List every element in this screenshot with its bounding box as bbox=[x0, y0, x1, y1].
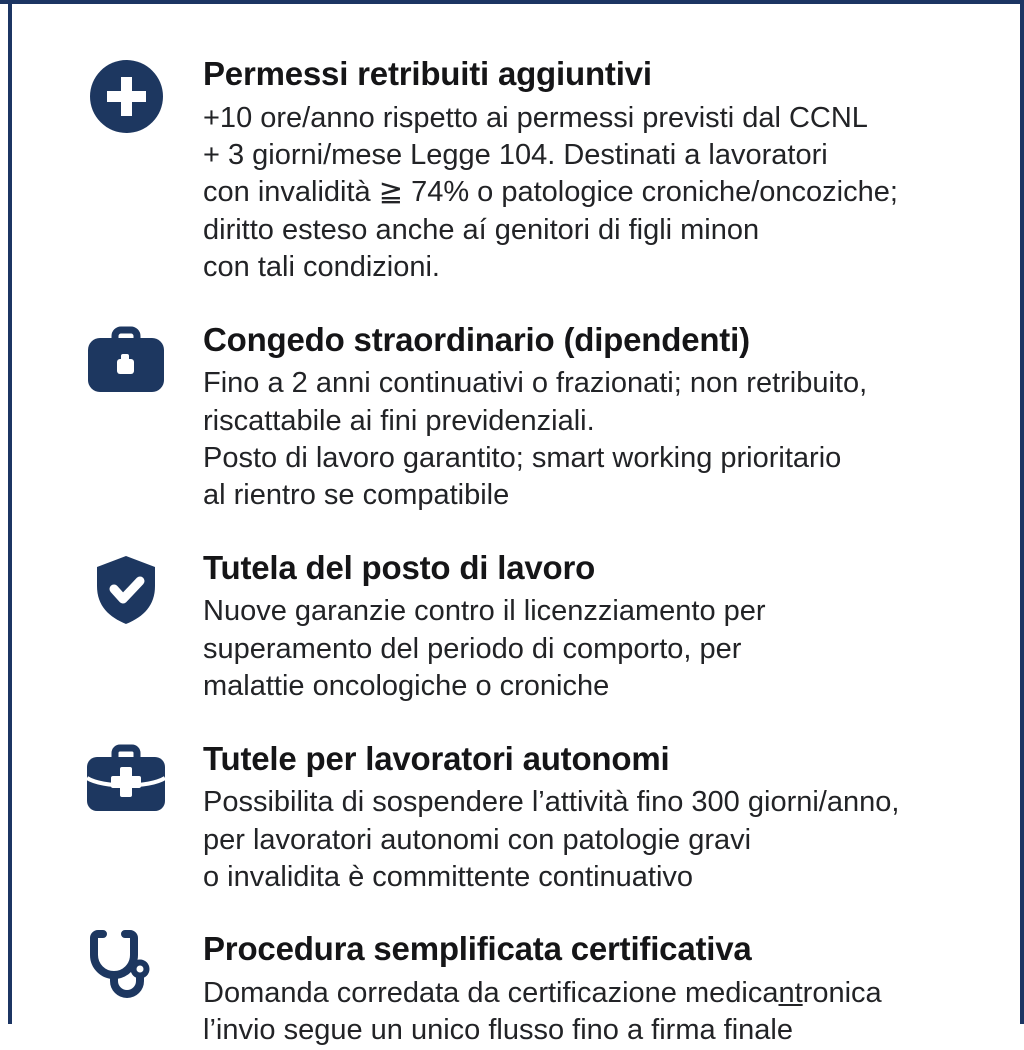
section-title: Tutele per lavoratori autonomi bbox=[203, 739, 670, 777]
section-icon-column bbox=[88, 54, 164, 138]
body-line: diritto esteso anche aí genitori di figli minon bbox=[203, 213, 760, 246]
body-segment: ronica bbox=[802, 977, 882, 1010]
body-line: +10 ore/anno rispetto ai permessi previsti dal CCNL bbox=[203, 101, 868, 134]
body-line: o invalidita è committente continuativo bbox=[203, 861, 694, 894]
body-segment-underlined: nt bbox=[778, 977, 803, 1010]
section-tutele-autonomi bbox=[88, 739, 990, 897]
section-title: Permessi retribuiti aggiuntivi bbox=[203, 55, 652, 92]
section-icon-column bbox=[88, 320, 164, 397]
section-tutela-posto-lavoro bbox=[88, 548, 990, 706]
section-title: Procedura semplificata certificativa bbox=[203, 930, 752, 968]
body-line: per lavoratori autonomi con patologie gravi bbox=[203, 823, 752, 856]
body-line: al rientro se compatibile bbox=[203, 479, 510, 512]
briefcase-plus-icon bbox=[87, 739, 165, 816]
section-icon-column bbox=[88, 929, 164, 1012]
section-text bbox=[203, 54, 990, 287]
body-line: Fino a 2 anni continuativi o frazionati; non retribuito, bbox=[203, 367, 868, 400]
section-text bbox=[203, 739, 990, 897]
body-line: + 3 giorni/mese Legge 104. Destinati a lavoratori bbox=[203, 139, 828, 171]
section-text bbox=[203, 548, 990, 706]
plus-circle-icon bbox=[90, 54, 163, 138]
section-icon-column bbox=[88, 548, 164, 631]
section-procedura-certificativa bbox=[88, 929, 990, 1049]
body-line: con tali condizioni. bbox=[203, 251, 440, 284]
body-segment: Domanda corredata da certificazione medica bbox=[203, 977, 779, 1010]
stethoscope-icon bbox=[89, 929, 163, 1012]
body-line: malattie oncologiche o croniche bbox=[203, 670, 610, 703]
section-title: Tutela del posto di lavoro bbox=[203, 548, 596, 586]
section-permessi-retribuiti bbox=[88, 54, 990, 287]
section-icon-column bbox=[88, 739, 164, 816]
section-text bbox=[203, 320, 990, 515]
body-line-clipped: l’invio segue un unico flusso fino a firma finale bbox=[203, 1014, 793, 1047]
body-line: riscattabile ai fini previdenziali. bbox=[203, 404, 595, 437]
body-line: Nuove garanzie contro il licenzziamento per bbox=[203, 595, 766, 628]
body-line: con invalidità ≧ 74% o patologice croniche/oncoziche; bbox=[203, 176, 898, 209]
medical-bag-icon bbox=[88, 320, 164, 397]
section-text bbox=[203, 929, 990, 1049]
section-congedo-straordinario bbox=[88, 320, 990, 515]
body-line: superamento del periodo di comporto, per bbox=[203, 632, 742, 665]
body-line bbox=[203, 975, 990, 1012]
body-line: Possibilita di sospendere l’attività fino 300 giorni/anno, bbox=[203, 786, 900, 819]
body-line: Posto di lavoro garantito; smart working prioritario bbox=[203, 442, 842, 475]
section-title: Congedo straordinario (dipendenti) bbox=[203, 320, 750, 358]
shield-check-icon bbox=[93, 548, 159, 631]
